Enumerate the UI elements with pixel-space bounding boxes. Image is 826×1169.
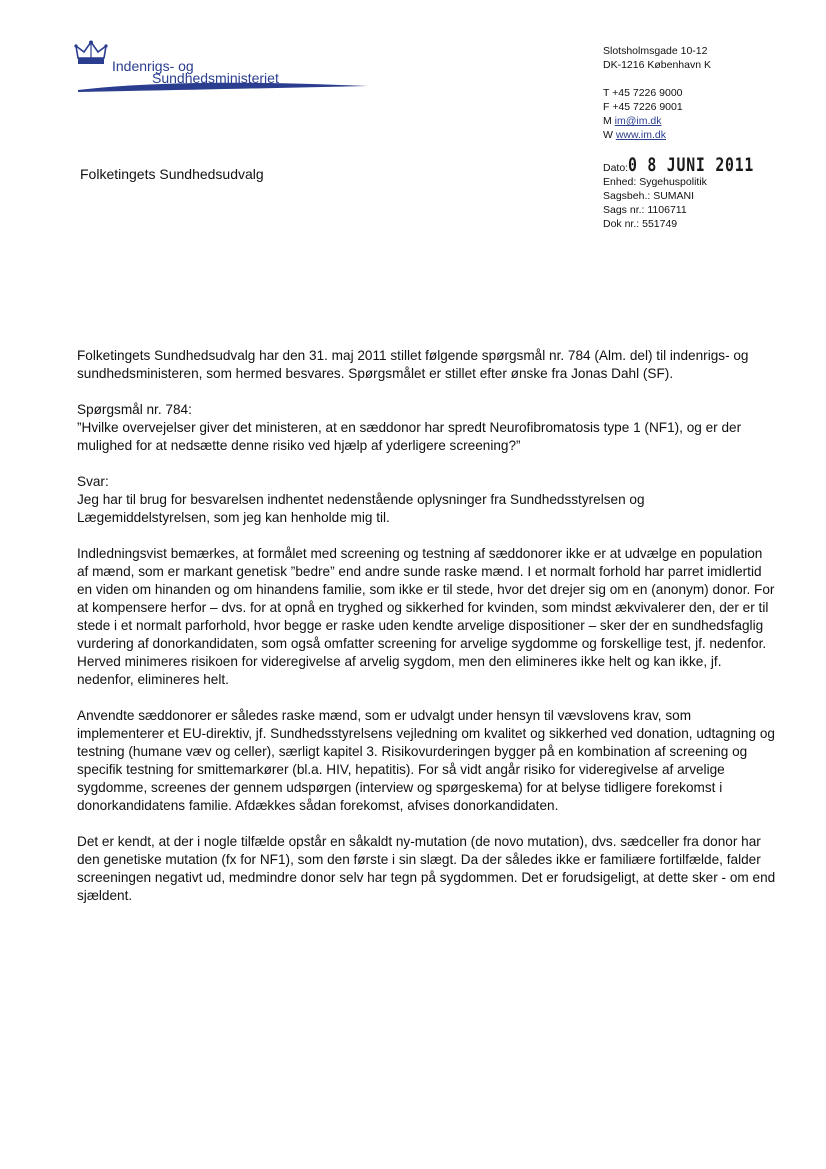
question-block — [77, 401, 777, 455]
web-link[interactable]: www.im.dk — [615, 129, 667, 141]
ministry-logo — [74, 40, 374, 100]
meta-block — [603, 154, 790, 231]
question-label: Spørgsmål nr. 784: — [77, 402, 192, 417]
intro-paragraph: Folketingets Sundhedsudvalg har den 31. maj 2011 stillet følgende spørgsmål nr. 784 (Alm. del) til indenrigs- og sundhedsministeren, som hermed besvares. Spørgsmålet er stillet efter ønske fra Jonas Dahl (SF). — [77, 348, 749, 381]
answer-text: Jeg har til brug for besvarelsen indhentet nedenstående oplysninger fra Sundhedsstyrelsen og Lægemiddelstyrelsen, som jeg kan henholde mig til. — [77, 492, 645, 525]
email-row — [603, 114, 711, 128]
question-text: ”Hvilke overvejelser giver det ministeren, at en sæddonor har spredt Neurofibromatosis type 1 (NF1), og er der mulighed for at nedsætte denne risiko ved hjælp af yderligere screening?” — [77, 420, 742, 453]
crown-icon — [74, 40, 108, 68]
answer-block — [77, 473, 777, 527]
paragraph-3: Det er kendt, at der i nogle tilfælde opstår en såkaldt ny-mutation (de novo mutation), dvs. sædceller fra donor har den genetiske mutation (fx for NF1), som den første i sin slægt. Da der således ikke er familiære fortilfælde, falder screeningen negativt ud, medmindre donor selv har tegn på sygdommen. Det er forudsigeligt, at dette sker - om end sjældent. — [77, 834, 776, 903]
fax: F +45 7226 9001 — [603, 101, 683, 113]
email-prefix: M — [603, 115, 615, 127]
document-number: Dok nr.: 551749 — [603, 218, 678, 230]
letter-body — [77, 347, 777, 923]
case-number: Sags nr.: 1106711 — [603, 204, 687, 216]
web-row — [603, 128, 711, 142]
paragraph-1: Indledningsvist bemærkes, at formålet med screening og testning af sæddonorer ikke er at udvælge en population af mænd, som er markant genetisk ”bedre” end andre sunde raske mænd. I et normalt forhold har parret imidlertid en viden om hinanden og om hinandens familie, som ikke er til stede, hvor det drejer sig om en (anonym) donor. For at kompensere herfor – dvs. for at opnå en tryghed og sikkerhed for kvinden, som mindst ækvivalerer den, der er til stede i et normalt parforhold, hvor begge er raske uden kendte arvelige dispositioner – sker der en sundhedsfaglig vurdering af donorkandidaten, som også omfatter screening for arvelige sygdomme og forskellige test, jf. nedenfor. Herved minimeres risikoen for videregivelse af arvelig sygdom, men den elimineres ikke helt og kan ikke, jf. nedenfor, elimineres helt. — [77, 546, 775, 687]
address-block — [603, 44, 711, 142]
web-prefix: W — [603, 129, 616, 141]
phone: T +45 7226 9000 — [603, 87, 683, 99]
case-handler: Sagsbeh.: SUMANI — [603, 190, 695, 202]
answer-label: Svar: — [77, 474, 109, 489]
email-link[interactable]: im@im.dk — [614, 115, 662, 127]
recipient: Folketingets Sundhedsudvalg — [80, 166, 264, 182]
paragraph-2: Anvendte sæddonorer er således raske mænd, som er udvalgt under hensyn til vævslovens krav, som implementerer et EU-direktiv, jf. Sundhedsstyrelsens vejledning om kvalitet og sikkerhed ved donation, udtagning og testning (humane væv og celler), særligt kapitel 3. Risikovurderingen bygger på en kombination af screening og specifik testning for smittemarkører (bl.a. HIV, hepatitis). For så vidt angår risiko for videregivelse af arvelige sygdomme, screenes der gennem udspørgen (interview og spørgeskema) for at belyse tidligere forekomst i donorkandidatens familie. Afdækkes sådan forekomst, afvises donorkandidaten. — [77, 708, 775, 813]
date-row — [603, 154, 790, 176]
ministry-name-line1: Indenrigs- og — [112, 58, 194, 74]
date-label: Dato: — [603, 162, 629, 174]
address-line2: DK-1216 København K — [603, 59, 711, 71]
address-line1: Slotsholmsgade 10-12 — [603, 45, 708, 57]
date-stamp: 0 8 JUNI 2011 — [628, 154, 755, 176]
ministry-name-line2: Sundhedsministeriet — [152, 70, 279, 86]
unit: Enhed: Sygehuspolitik — [603, 176, 707, 188]
